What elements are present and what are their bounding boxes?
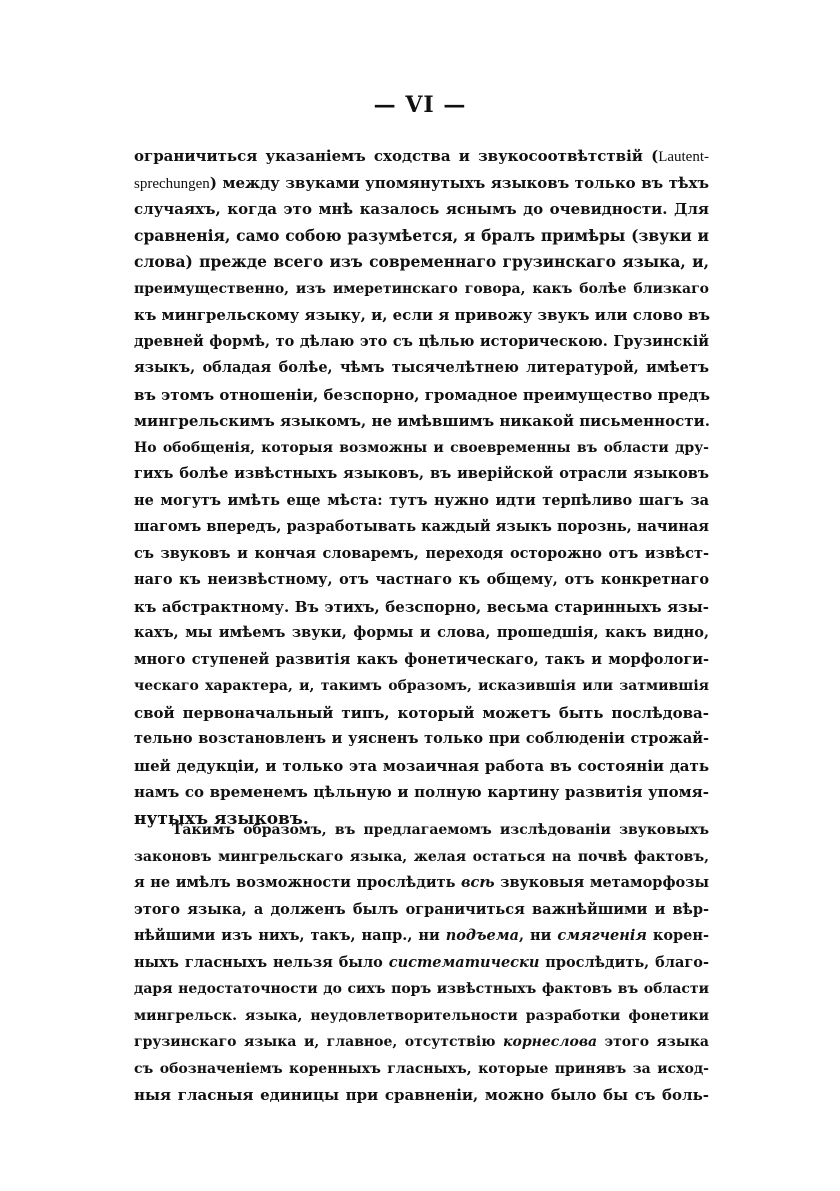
text-line: Но обобщенія, которыя возможны и своевременны въ области дру- xyxy=(134,439,709,456)
text-line: намъ со временемъ цѣльную и полную картину развитія упомя- xyxy=(134,783,709,801)
page-number: — VI — xyxy=(373,92,467,118)
text-line: слова) прежде всего изъ современнаго грузинскаго языка, и, xyxy=(134,252,709,271)
emphasis-term: подъема xyxy=(445,927,519,944)
paragraph-1 xyxy=(134,143,709,832)
emphasis-term: смягченія xyxy=(557,927,647,944)
text-span: ныхъ гласныхъ нельзя было xyxy=(134,953,389,971)
paragraph-2 xyxy=(134,817,709,1109)
text-span: нѣйшими изъ нихъ, такъ, напр., ни xyxy=(134,927,446,944)
latin-term: Lautent- xyxy=(658,149,709,165)
text-span: я не имѣлъ возможности прослѣдить xyxy=(134,874,462,891)
text-line: въ этомъ отношеніи, безспорно, громадное преимущество предъ xyxy=(134,385,711,404)
text-line: шей дедукціи, и только эта мозаичная работа въ состояніи дать xyxy=(134,756,709,775)
text-span: грузинскаго языка и, главное, отсутствію xyxy=(134,1034,504,1050)
text-line xyxy=(134,143,709,170)
text-line: ныя гласныя единицы при сравненіи, можно было бы съ боль- xyxy=(134,1086,709,1104)
text-span: ограничиться указаніемъ сходства и звукосоотвѣтствій ( xyxy=(134,147,659,165)
text-line: много ступеней развитія какъ фонетическаго, такъ и морфологи- xyxy=(134,650,709,668)
text-line: даря недостаточности до сихъ поръ извѣстныхъ фактовъ въ области xyxy=(134,981,709,997)
text-span: корен- xyxy=(646,927,710,944)
emphasis-term: систематически xyxy=(388,953,540,971)
text-line xyxy=(134,923,709,950)
text-line: ческаго характера, и, такимъ образомъ, исказившія или затмившія xyxy=(134,678,709,694)
latin-term: sprechungen xyxy=(134,175,210,192)
text-line: къ мингрельскому языку, и, если я привожу звукъ или слово въ xyxy=(134,306,711,324)
text-line: сравненія, само собою разумѣется, я бралъ примѣры (звуки и xyxy=(134,225,709,245)
text-line: законовъ мингрельскаго языка, желая остаться на почвѣ фактовъ, xyxy=(134,848,709,865)
text-line: мингрельскимъ языкомъ, не имѣвшимъ никакой письменности. xyxy=(134,412,710,430)
text-span: , ни xyxy=(518,927,558,944)
text-span: звуковыя метаморфозы xyxy=(494,874,709,891)
text-line xyxy=(134,870,709,897)
text-line xyxy=(134,950,709,977)
text-line: тельно возстановленъ и уясненъ только при соблюденіи строжай- xyxy=(134,730,709,747)
text-line: шагомъ впередъ, разработывать каждый языкъ порознь, начиная xyxy=(134,518,709,535)
text-line: наго къ неизвѣстному, отъ частнаго къ общему, отъ конкретнаго xyxy=(134,571,709,588)
text-line: съ звуковъ и кончая словаремъ, переходя осторожно отъ извѣст- xyxy=(134,544,709,562)
text-line: съ обозначеніемъ коренныхъ гласныхъ, которые принявъ за исход- xyxy=(134,1060,709,1077)
text-span: ) между звуками упомянутыхъ языковъ только въ тѣхъ xyxy=(209,173,709,192)
text-line: свой первоначальный типъ, который можетъ быть послѣдова- xyxy=(134,703,709,722)
text-line: языкъ, обладая болѣе, чѣмъ тысячелѣтнею литературой, имѣетъ xyxy=(134,359,709,376)
text-line xyxy=(134,170,709,197)
text-line: древней формѣ, то дѣлаю это съ цѣлью историческою. Грузинскій xyxy=(134,332,709,350)
text-line: къ абстрактному. Въ этихъ, безспорно, весьма старинныхъ язы- xyxy=(134,597,709,616)
text-line xyxy=(134,1029,709,1056)
text-line: нутыхъ языковъ. xyxy=(134,808,309,829)
text-line: случаяхъ, когда это мнѣ казалось яснымъ до очевидности. Для xyxy=(134,200,709,218)
emphasis-term: всѣ xyxy=(461,874,495,891)
text-span: этого языка xyxy=(597,1034,709,1050)
text-line: гихъ болѣе извѣстныхъ языковъ, въ иверійской отрасли языковъ xyxy=(134,465,709,482)
text-line: Такимъ образомъ, въ предлагаемомъ изслѣдованіи звуковыхъ xyxy=(172,822,709,838)
text-line: этого языка, а долженъ былъ ограничиться важнѣйшими и вѣр- xyxy=(134,900,709,918)
text-line: преимущественно, изъ имеретинскаго говора, какъ болѣе близкаго xyxy=(134,280,709,297)
emphasis-term: корнеслова xyxy=(503,1034,598,1050)
text-line: не могутъ имѣть еще мѣста: тутъ нужно идти терпѣливо шагъ за xyxy=(134,491,709,509)
text-span: прослѣдить, благо- xyxy=(539,953,709,971)
text-line: кахъ, мы имѣемъ звуки, формы и слова, прошедшія, какъ видно, xyxy=(134,624,709,641)
text-line: мингрельск. языка, неудовлетворительности разработки фонетики xyxy=(134,1007,709,1024)
